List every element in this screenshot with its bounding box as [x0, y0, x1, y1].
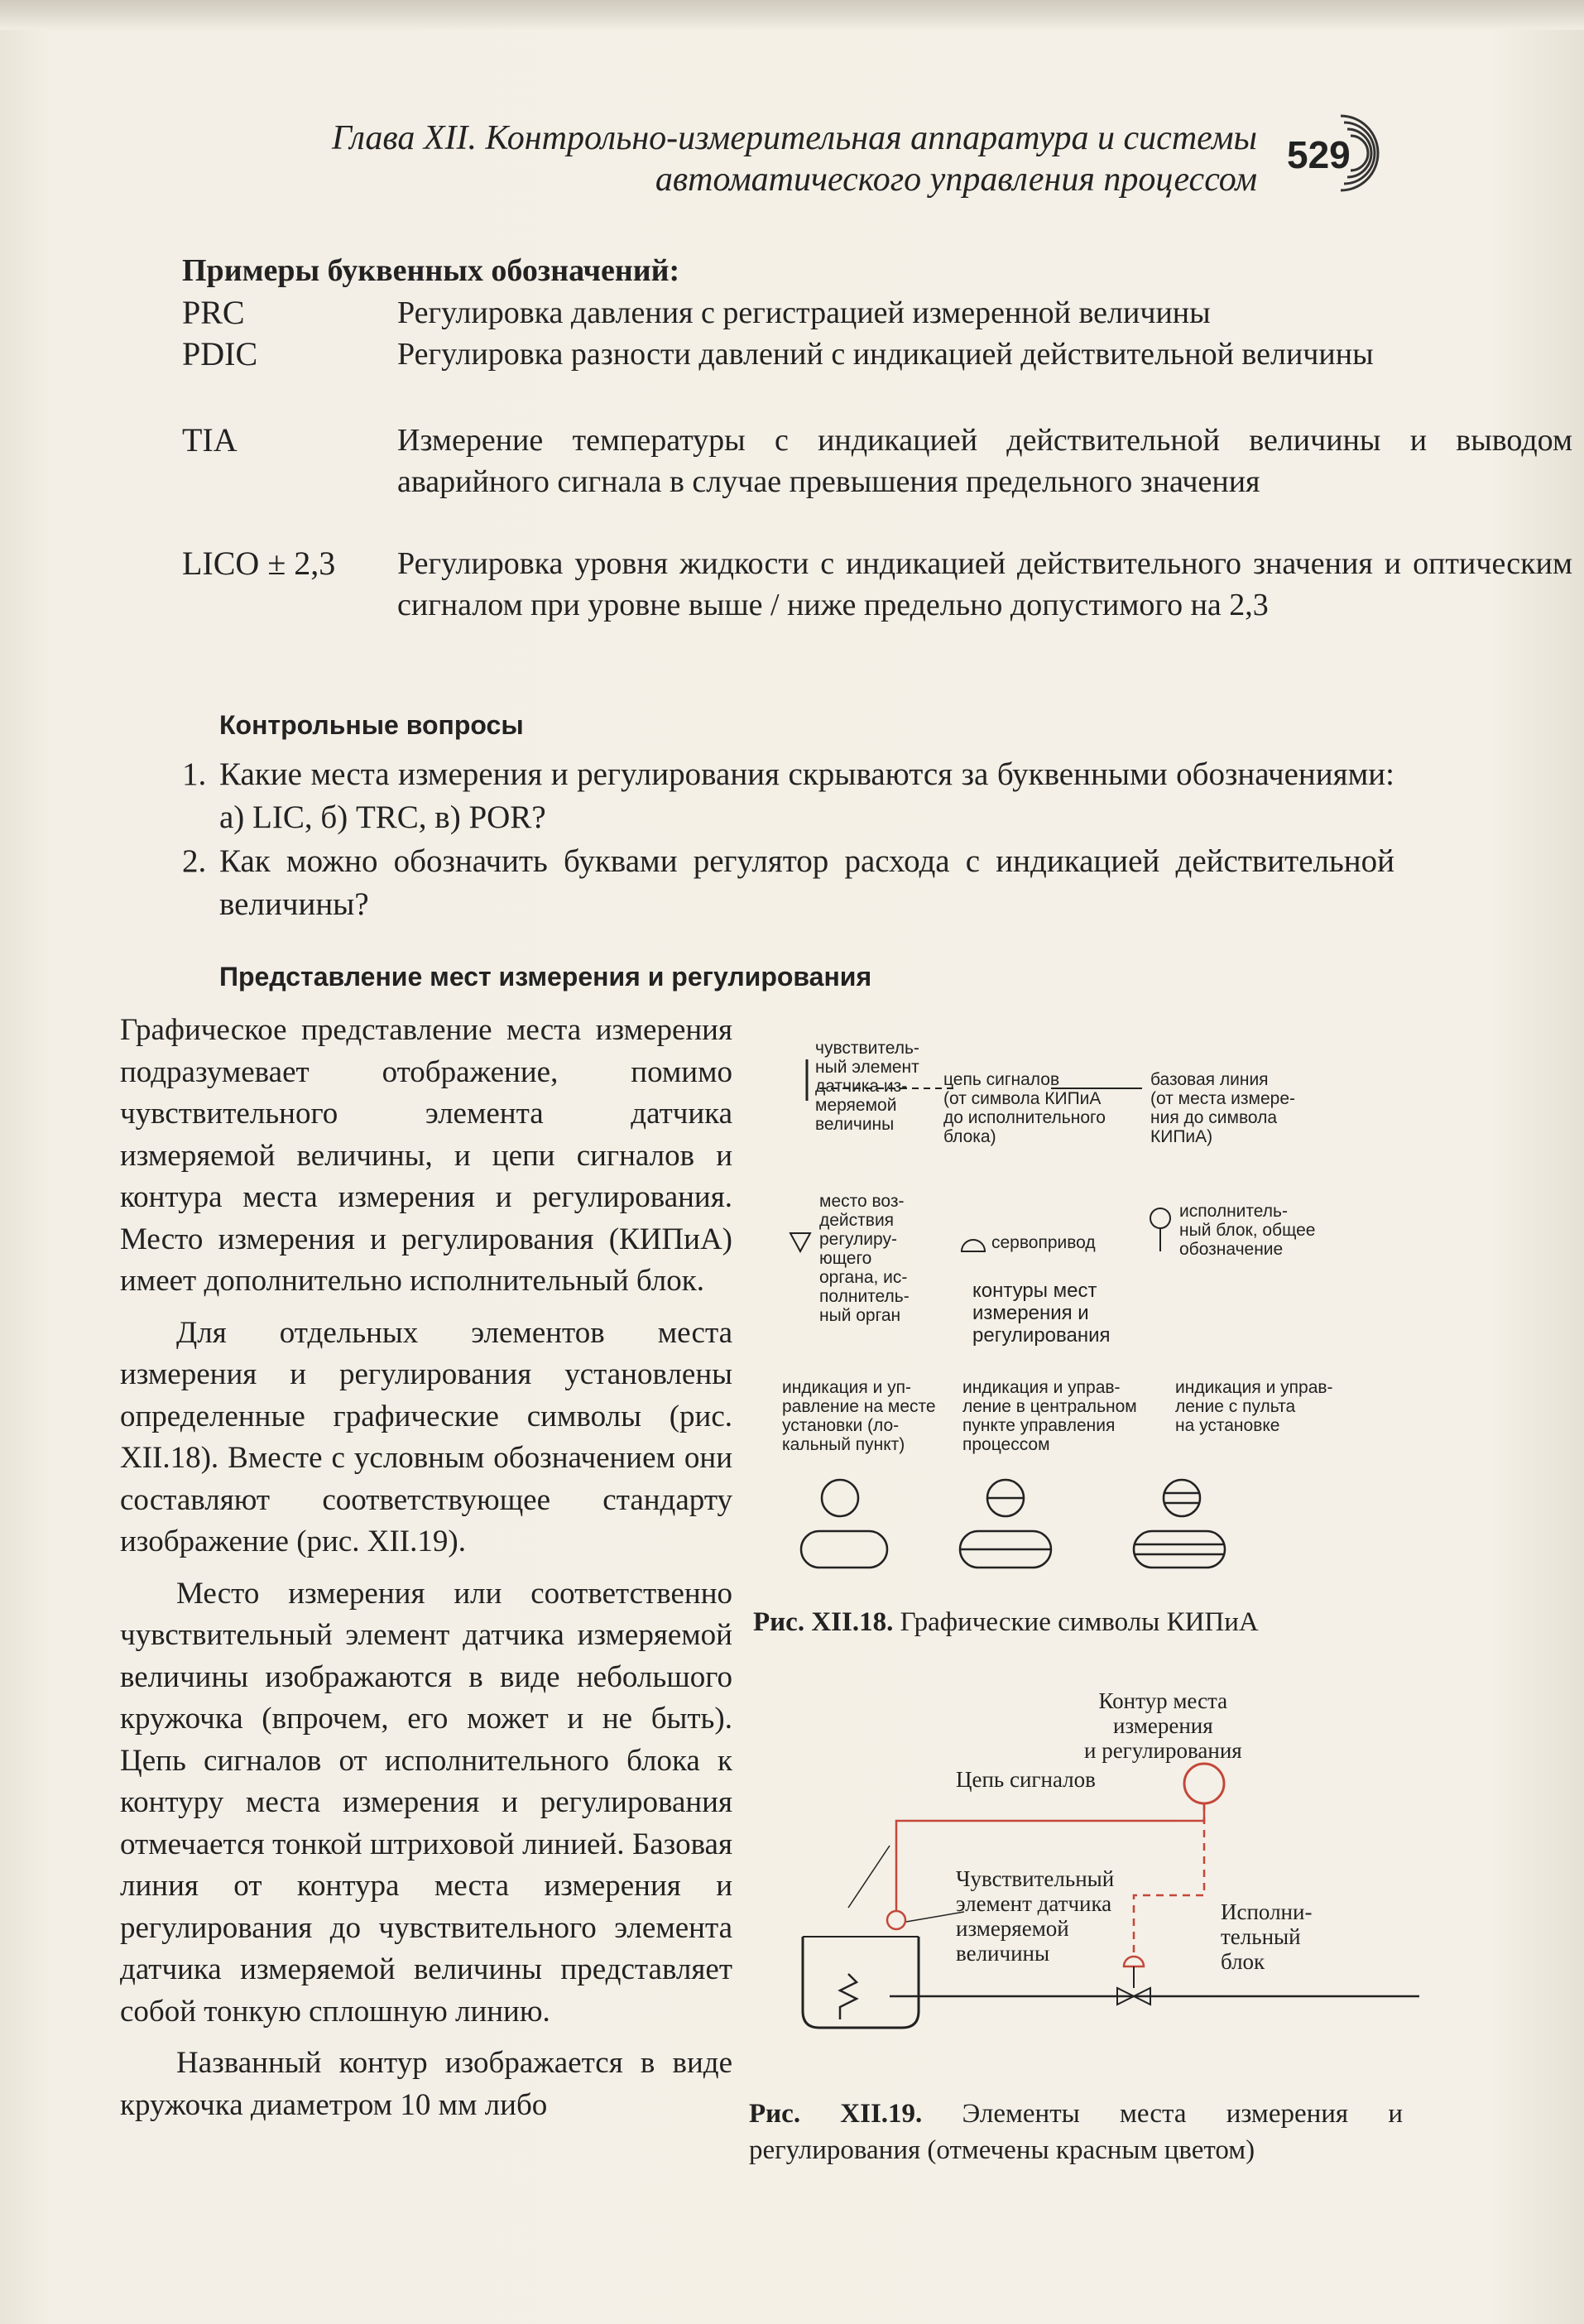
page-top-shadow	[0, 0, 1584, 30]
question-number: 1.	[182, 756, 207, 792]
actuator-triangle-symbol	[790, 1233, 810, 1251]
example-code: TIA	[182, 421, 238, 459]
example-row	[182, 292, 1390, 334]
example-row	[182, 334, 1390, 416]
paragraph: Для отдельных элементов места измерения и регулирования установлены определенные графические символы (рис. XII.18). Вместе с условным обозначением они составляют соответствующее стандарту изображение (рис. XII.19).	[120, 1315, 732, 1558]
paragraph: Графическое представление места измерения подразумевает отображение, помимо чувствительного элемента датчика измеряемой величины, и цепи сигналов и контура места измерения и регулирования. Место измерения и регулирования (КИПиА) имеет дополнительно исполнительный блок.	[120, 1013, 732, 1298]
fig19-label-signal: Цепь сигналов	[956, 1767, 1096, 1792]
header-line-2: автоматического управления процессом	[655, 161, 1257, 199]
fig18-label-actuator: место воз- действия регулиру- ющего органа, ис- полнитель- ный орган	[819, 1192, 910, 1325]
fig19-label-sensor: Чувствительный элемент датчика измеряемой величины	[956, 1866, 1115, 1966]
body-text	[120, 1010, 732, 2136]
example-text: Регулировка давления с регистрацией измеренной величины	[397, 295, 1211, 330]
fig18-label-local: индикация и уп- равление на месте установки (ло- кальный пункт)	[782, 1378, 936, 1454]
exec-block-symbol	[1150, 1208, 1170, 1228]
fig19-sensor-red	[887, 1911, 905, 1929]
fig18-caption-text: Графические символы КИПиА	[900, 1607, 1259, 1637]
example-code: PRC	[182, 294, 245, 331]
fig18-label-central: индикация и управ- ление в центральном пункте управления процессом	[962, 1378, 1137, 1454]
fig18-label-base-line: базовая линия (от места измере- ния до символа КИПиА)	[1150, 1070, 1296, 1146]
example-code: PDIC	[182, 335, 258, 372]
section-heading: Представление мест измерения и регулирования	[219, 962, 872, 992]
page-number-swirl-icon	[1291, 108, 1390, 199]
paragraph: Названный контур изображается в виде кружочка диаметром 10 мм либо	[120, 2046, 732, 2122]
page-number: 529	[1287, 133, 1351, 176]
questions-heading: Контрольные вопросы	[219, 710, 524, 740]
fig19-loop-red	[1184, 1764, 1224, 1803]
fig18-label-exec-block: исполнитель- ный блок, общее обозначение	[1179, 1202, 1316, 1259]
example-text: Регулировка уровня жидкости с индикацией действительного значения и оптическим сигналом при уровне выше / ниже предельно допустимого на 2,3	[397, 546, 1572, 622]
fig18-label-sensor: чувствитель- ный элемент датчика из- меряемой величины	[815, 1039, 919, 1134]
example-text: Измерение температуры с индикацией действительной величины и выводом аварийного сигнала в случае превышения предельного значения	[397, 423, 1572, 499]
fig18-label-panel: индикация и управ- ление с пульта на установке	[1175, 1378, 1333, 1435]
question-number: 2.	[182, 843, 207, 879]
example-code: LICO ± 2,3	[182, 545, 336, 582]
loop-local-circle	[822, 1480, 858, 1516]
fig18-label-loops: контуры мест измерения и регулирования	[972, 1280, 1111, 1347]
question-text: Какие места измерения и регулирования скрываются за буквенными обозначениями: а) LIC, б) TRC, в) POR?	[219, 756, 1394, 835]
servo-symbol	[962, 1240, 985, 1251]
fig18-caption	[753, 1604, 1259, 1640]
fig18-label-servo: сервопривод	[991, 1233, 1096, 1252]
loop-local-oval	[801, 1531, 887, 1568]
header-line-1: Глава XII. Контрольно-измерительная аппаратура и системы	[331, 119, 1257, 157]
vessel-shape	[803, 1937, 919, 2028]
running-header	[181, 118, 1257, 200]
fig19-label-exec: Исполни- тельный блок	[1221, 1899, 1313, 1974]
examples-heading: Примеры буквенных обозначений:	[182, 253, 680, 288]
question-item	[182, 840, 1394, 926]
fig18-caption-number: Рис. XII.18.	[753, 1607, 894, 1637]
paragraph: Место измерения или соответственно чувствительный элемент датчика измеряемой величины изображаются в виде небольшого кружочка (впрочем, его может и не быть). Цепь сигналов от исполнительного блока к контуру места измерения и регулирования отмечается тонкой штриховой линией. Базовая линия от контура места измерения и регулирования до чувствительного элемента датчика измеряемой величины представляет собой тонкую сплошную линию.	[120, 1576, 732, 2029]
example-text: Регулировка разности давлений с индикацией действительной величины	[397, 337, 1374, 372]
question-item	[182, 753, 1394, 839]
example-row	[182, 420, 1572, 544]
coil-shape	[840, 1974, 857, 2019]
fig19-caption-number: Рис. XII.19.	[749, 2099, 923, 2129]
loop-panel-oval	[1134, 1531, 1225, 1568]
fig19-label-loop: Контур места измерения и регулирования	[1084, 1688, 1242, 1763]
loop-panel-circle	[1164, 1480, 1200, 1516]
fig19-caption-text: Элементы места измерения и регулирования (отмечены красным цветом)	[749, 2099, 1403, 2165]
fig19-caption	[749, 2096, 1403, 2168]
question-text: Как можно обозначить буквами регулятор расхода с индикацией действительной величины?	[219, 843, 1394, 922]
fig19-signal-dashed-red	[1134, 1803, 1204, 1957]
example-row	[182, 543, 1572, 667]
fig19-servo-red	[1124, 1957, 1144, 1966]
fig18-label-signal-chain: цепь сигналов (от символа КИПиА до исполнительного блока)	[943, 1070, 1106, 1146]
